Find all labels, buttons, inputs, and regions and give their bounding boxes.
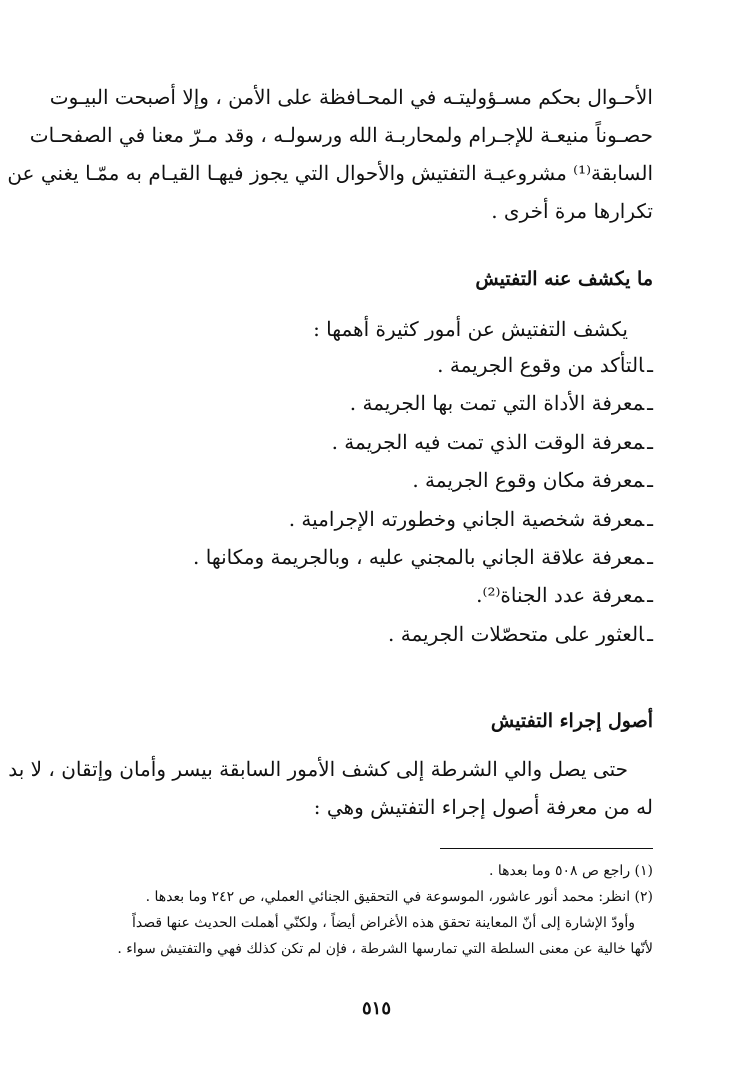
footnote: (٢) انظر: محمد أنور عاشور، الموسوعة في التحقيق الجنائي العملي، ص ٢٤٢ وما بعدها . [145,889,653,905]
paragraph-line: حتى يصل والي الشرطة إلى كشف الأمور السابقة بيسر وأمان وإتقان ، لا بد [8,757,628,781]
findings-list [193,346,653,653]
section-heading-search-procedure: أصول إجراء التفتيش [490,710,653,732]
paragraph-line: حصـوناً منيعـة للإجـرام ولمحاربـة الله ورسولـه ، وقد مـرّ معنا في الصفحـات [29,123,653,147]
list-item: ـمعرفة الأداة التي تمت بها الجريمة . [349,391,653,416]
list-intro: يكشف التفتيش عن أمور كثيرة أهمها : [313,317,628,341]
list-item: ـمعرفة عدد الجناة⁽²⁾. [476,583,653,608]
footnote-continuation: وأودّ الإشارة إلى أنّ المعاينة تحقق هذه الأغراض أيضاً ، ولكنّي أهملت الحديث عنها قصداً [132,915,635,931]
paragraph-line: الأحـوال بحكم مسـؤوليتـه في المحـافظة على الأمن ، وإلا أصبحت البيـوت [49,85,653,109]
page-number: ٥١٥ [361,998,391,1019]
footnote-continuation: لأنّها خالية عن معنى السلطة التي تمارسها الشرطة ، فإن لم تكن كذلك فهي والتفتيش سواء . [117,941,653,957]
opening-paragraph [7,78,653,230]
list-item: ـمعرفة الوقت الذي تمت فيه الجريمة . [331,429,653,454]
list-item: ـالعثور على متحصّلات الجريمة . [388,621,653,646]
paragraph-line: له من معرفة أصول إجراء التفتيش وهي : [313,795,653,819]
list-item: ـالتأكد من وقوع الجريمة . [437,353,653,377]
list-item: ـمعرفة مكان وقوع الجريمة . [412,468,653,493]
paragraph-line: السابقة⁽¹⁾ مشروعيـة التفتيش والأحوال التي يجوز فيهـا القيـام به ممّـا يغني عن [7,161,653,185]
paragraph-line: تكرارها مرة أخرى . [491,199,653,223]
footnote: (١) راجع ص ٥٠٨ وما بعدها . [488,863,653,879]
list-item: ـمعرفة شخصية الجاني وخطورته الإجرامية . [288,506,653,531]
section-heading-search-reveals: ما يكشف عنه التفتيش [475,268,653,290]
footnotes [98,858,653,962]
footnote-separator [440,848,653,849]
procedure-paragraph [8,750,653,826]
list-item: ـمعرفة علاقة الجاني بالمجني عليه ، وبالجريمة ومكانها . [193,544,653,569]
